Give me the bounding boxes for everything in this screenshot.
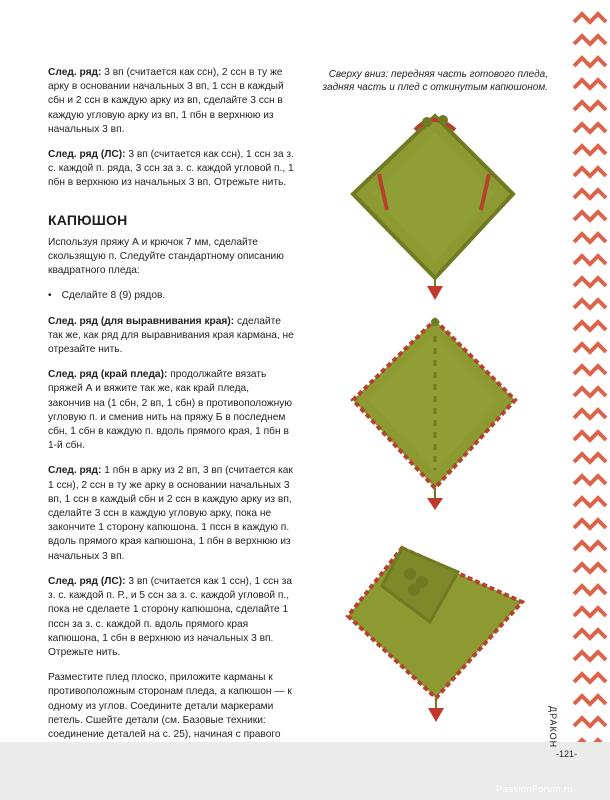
zigzag-stripe bbox=[574, 564, 606, 572]
zigzag-stripe bbox=[574, 498, 606, 506]
zigzag-stripe bbox=[574, 344, 606, 352]
zigzag-stripe bbox=[574, 278, 606, 286]
paragraph-ws-row: След. ряд (ЛС): 3 вп (считается как 1 ссн), 1 ссн за з. с. каждой п. Р., и 5 ссн за з. с. каждой угловой п., пока не сделаете 1 сторону капюшона, сделайте 1 пссн за з. с. каждой п. вдоль прямого края капюшона, 1 сбн в верхнюю из начальных 3 вп. Отрежьте нить. bbox=[48, 575, 292, 658]
paragraph-next-row: След. ряд: 1 пбн в арку из 2 вп, 3 вп (считается как 1 ссн), 2 ссн в ту же арку в основании начальных 3 вп, 1 ссн в каждый сбн и 2 ссн в каждую арку из вп, сделайте 3 ссн в каждую угловую арку, пока не закончите 1 сторону капюшона. 1 пссн в каждую п. вдоль прямого края капюшона, 1 пбн в верхнюю из начальных 3 вп. bbox=[48, 465, 293, 562]
zigzag-stripe bbox=[574, 14, 606, 22]
zigzag-stripe bbox=[574, 696, 606, 704]
zigzag-stripe bbox=[574, 542, 606, 550]
zigzag-stripe bbox=[574, 410, 606, 418]
zigzag-stripe bbox=[574, 168, 606, 176]
photo-blanket-hood bbox=[340, 530, 530, 725]
paragraph-assembly: Разместите плед плоско, приложите карманы к противоположным сторонам пледа, а капюшон — к одному из углов. Соедините детали маркерами петель. Сшейте детали (см. Базовые техники: соединение деталей на с. 25), начиная с правого bbox=[48, 672, 292, 740]
zigzag-stripe bbox=[574, 36, 606, 44]
instructions-column bbox=[48, 66, 294, 796]
zigzag-stripe bbox=[574, 718, 606, 726]
bullet-item bbox=[48, 289, 294, 303]
zigzag-stripe bbox=[574, 322, 606, 330]
zigzag-stripe bbox=[574, 476, 606, 484]
paragraph-blanket-edge: След. ряд (край пледа): продолжайте вязать пряжей А и вяжите так же, как край пледа, закончив на (1 сбн, 2 вп, 1 сбн) в противоположную угловую п. и сменив нить на пряжу Б в последнем сбн, 1 сбн в каждую п. вдоль прямого края, 1 пбн в 1-й сбн. bbox=[48, 369, 292, 452]
side-label: ДРАКОН bbox=[548, 706, 558, 749]
paragraph-edge-align: След. ряд (для выравнивания края): сделайте так же, как ряд для выравнивания края кармана, не отрезайте нить. bbox=[48, 315, 294, 356]
zigzag-stripe bbox=[574, 58, 606, 66]
zigzag-stripe bbox=[574, 102, 606, 110]
zigzag-border bbox=[570, 0, 610, 800]
zigzag-stripe bbox=[574, 212, 606, 220]
zigzag-stripe bbox=[574, 124, 606, 132]
watermark-text: PassionForum.ru bbox=[496, 784, 573, 795]
zigzag-stripe bbox=[574, 630, 606, 638]
zigzag-stripe bbox=[574, 432, 606, 440]
photo-blanket-front bbox=[345, 102, 525, 302]
photo-blanket-back bbox=[345, 312, 525, 512]
zigzag-stripe bbox=[574, 80, 606, 88]
bullet-text: Сделайте 8 (9) рядов. bbox=[61, 290, 166, 302]
paragraph-row: След. ряд: 3 вп (считается как ссн), 2 ссн в ту же арку в основании начальных 3 вп, 1 ссн в каждый сбн и 2 ссн в каждую арку из вп, сделайте 3 ссн в каждую угловую арку из вп, 1 пбн в верхнюю из начальных 3 вп. bbox=[48, 67, 284, 135]
zigzag-stripe bbox=[574, 190, 606, 198]
zigzag-stripe bbox=[574, 586, 606, 594]
zigzag-stripe bbox=[574, 234, 606, 242]
bullet-dot: • bbox=[48, 290, 52, 302]
photo-caption: Сверху вниз: передняя часть готового пледа, задняя часть и плед с откинутым капюшоном. bbox=[322, 69, 548, 93]
zigzag-stripe bbox=[574, 652, 606, 660]
zigzag-stripe bbox=[574, 608, 606, 616]
section-title-hood: КАПЮШОН bbox=[48, 211, 128, 228]
page-number: -121- bbox=[556, 749, 578, 759]
zigzag-stripe bbox=[574, 520, 606, 528]
zigzag-stripe bbox=[574, 388, 606, 396]
zigzag-stripe bbox=[574, 366, 606, 374]
paragraph-row-ws: След. ряд (ЛС): 3 вп (считается как ссн), 1 ссн за з. с. каждой п. ряда, 3 ссн за з. с. каждой угловой п., 1 пбн в верхнюю из начальных 3 вп. Отрежьте нить. bbox=[48, 149, 294, 189]
zigzag-stripe bbox=[574, 454, 606, 462]
zigzag-stripe bbox=[574, 674, 606, 682]
zigzag-stripe bbox=[574, 256, 606, 264]
paragraph-intro: Используя пряжу А и крючок 7 мм, сделайте скользящую п. Следуйте стандартному описанию квадратного пледа: bbox=[48, 236, 284, 277]
zigzag-stripe bbox=[574, 146, 606, 154]
zigzag-stripe bbox=[574, 300, 606, 308]
